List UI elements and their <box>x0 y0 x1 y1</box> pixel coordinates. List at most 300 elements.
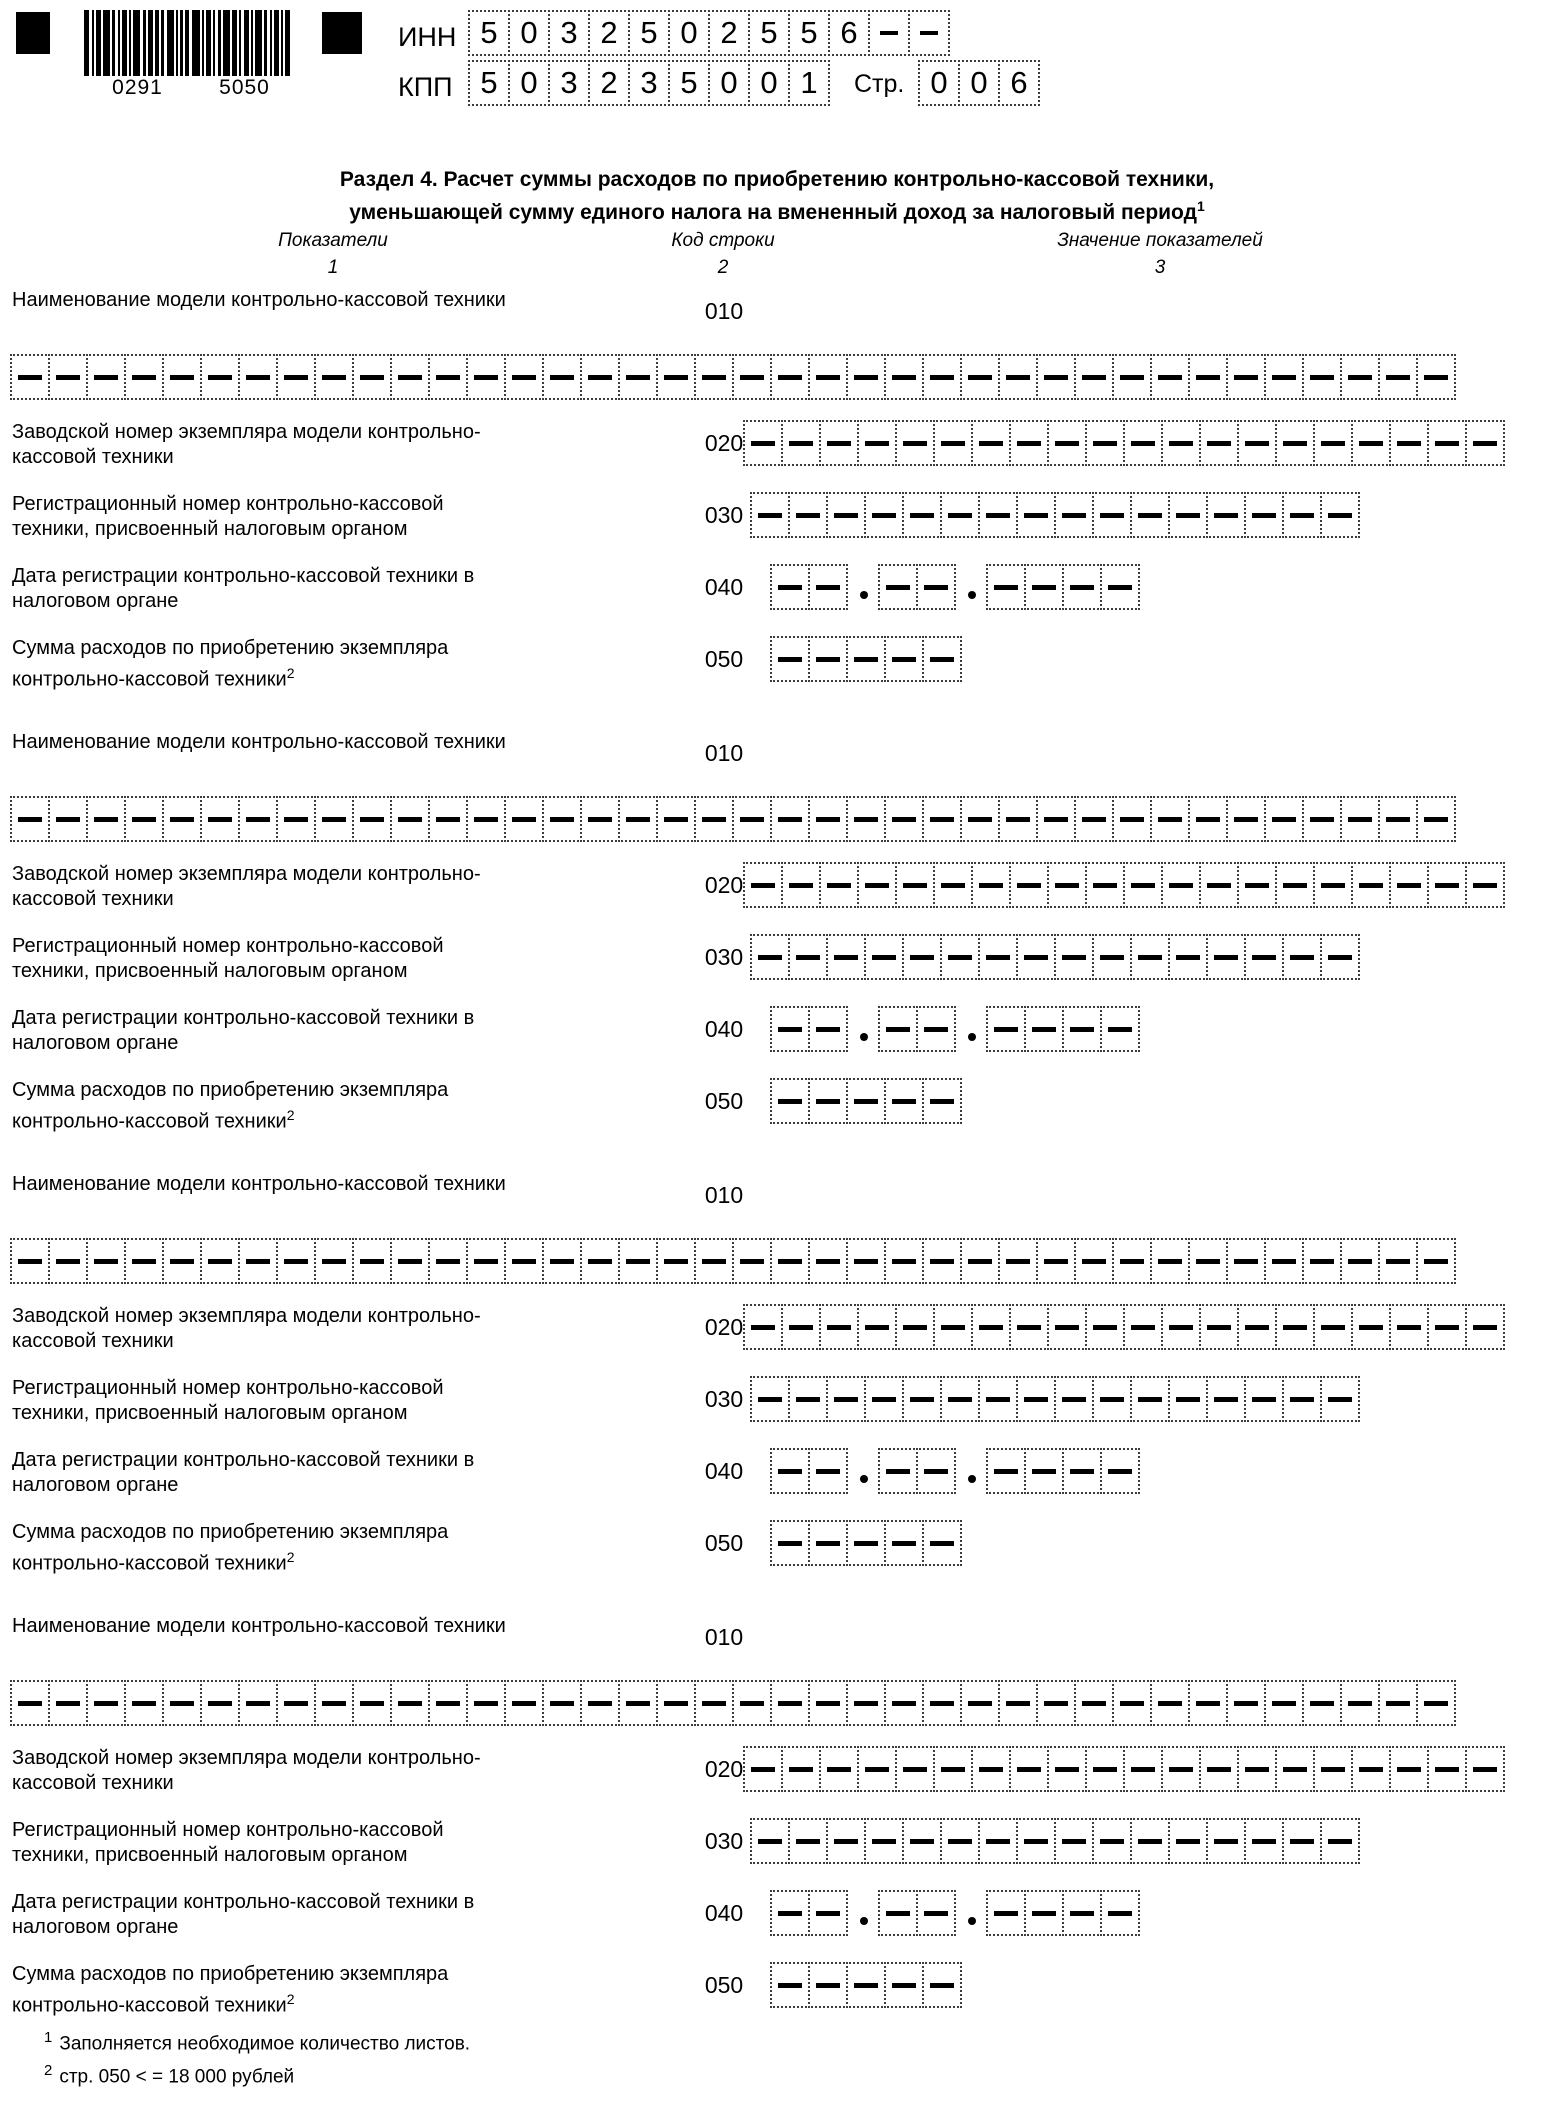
input-cell[interactable] <box>428 1680 468 1726</box>
input-cell[interactable] <box>1062 1890 1102 1936</box>
field-030[interactable] <box>752 492 1360 538</box>
input-cell[interactable] <box>1112 1680 1152 1726</box>
char-cell[interactable]: 5 <box>628 10 670 56</box>
input-cell[interactable] <box>922 1962 962 2008</box>
char-cell[interactable]: 5 <box>748 10 790 56</box>
input-cell[interactable] <box>428 354 468 400</box>
input-cell[interactable] <box>781 862 821 908</box>
input-cell[interactable] <box>504 1238 544 1284</box>
input-cell[interactable] <box>1074 1680 1114 1726</box>
input-cell[interactable] <box>808 564 848 610</box>
input-cell[interactable] <box>124 1238 164 1284</box>
char-cell[interactable] <box>868 10 910 56</box>
input-cell[interactable] <box>1161 1746 1201 1792</box>
input-cell[interactable] <box>466 1680 506 1726</box>
input-cell[interactable] <box>1320 934 1360 980</box>
input-cell[interactable] <box>1320 492 1360 538</box>
input-cell[interactable] <box>542 1238 582 1284</box>
input-cell[interactable] <box>808 1890 848 1936</box>
input-cell[interactable] <box>770 354 810 400</box>
input-cell[interactable] <box>1150 1680 1190 1726</box>
input-cell[interactable] <box>878 1448 918 1494</box>
input-cell[interactable] <box>1100 564 1140 610</box>
input-cell[interactable] <box>808 1962 848 2008</box>
input-cell[interactable] <box>1024 564 1064 610</box>
input-cell[interactable] <box>694 354 734 400</box>
char-cell[interactable]: 0 <box>748 60 790 106</box>
input-cell[interactable] <box>1427 1746 1467 1792</box>
input-cell[interactable] <box>1313 1746 1353 1792</box>
input-cell[interactable] <box>1389 420 1429 466</box>
input-cell[interactable] <box>998 796 1038 842</box>
char-cell[interactable]: 0 <box>918 60 960 106</box>
input-cell[interactable] <box>978 492 1018 538</box>
input-cell[interactable] <box>864 1818 904 1864</box>
input-cell[interactable] <box>1282 492 1322 538</box>
input-cell[interactable] <box>466 796 506 842</box>
input-cell[interactable] <box>1226 354 1266 400</box>
input-cell[interactable] <box>1320 1818 1360 1864</box>
field-030[interactable] <box>752 934 1360 980</box>
input-cell[interactable] <box>162 1238 202 1284</box>
input-cell[interactable] <box>819 1304 859 1350</box>
input-cell[interactable] <box>428 1238 468 1284</box>
input-cell[interactable] <box>770 636 810 682</box>
char-cell[interactable]: 2 <box>708 10 750 56</box>
input-cell[interactable] <box>238 354 278 400</box>
input-cell[interactable] <box>1340 1238 1380 1284</box>
input-cell[interactable] <box>276 354 316 400</box>
input-cell[interactable] <box>1378 796 1418 842</box>
input-cell[interactable] <box>124 1680 164 1726</box>
input-cell[interactable] <box>770 1006 810 1052</box>
field-020[interactable] <box>745 420 1505 466</box>
input-cell[interactable] <box>846 1078 886 1124</box>
input-cell[interactable] <box>1054 1818 1094 1864</box>
char-cell[interactable]: 6 <box>998 60 1040 106</box>
input-cell[interactable] <box>1188 1238 1228 1284</box>
input-cell[interactable] <box>998 1238 1038 1284</box>
input-cell[interactable] <box>1009 1746 1049 1792</box>
char-cell[interactable]: 5 <box>468 10 510 56</box>
input-cell[interactable] <box>238 1238 278 1284</box>
input-cell[interactable] <box>1416 354 1456 400</box>
input-cell[interactable] <box>1130 492 1170 538</box>
input-cell[interactable] <box>1275 1746 1315 1792</box>
input-cell[interactable] <box>1237 420 1277 466</box>
input-cell[interactable] <box>895 1746 935 1792</box>
input-cell[interactable] <box>884 1680 924 1726</box>
input-cell[interactable] <box>808 796 848 842</box>
input-cell[interactable] <box>826 934 866 980</box>
input-cell[interactable] <box>1416 1680 1456 1726</box>
input-cell[interactable] <box>1123 862 1163 908</box>
input-cell[interactable] <box>978 1376 1018 1422</box>
input-cell[interactable] <box>580 354 620 400</box>
input-cell[interactable] <box>808 636 848 682</box>
char-cell[interactable]: 0 <box>508 60 550 106</box>
char-cell[interactable]: 3 <box>548 10 590 56</box>
input-cell[interactable] <box>788 1818 828 1864</box>
input-cell[interactable] <box>940 1376 980 1422</box>
input-cell[interactable] <box>86 1680 126 1726</box>
input-cell[interactable] <box>1036 354 1076 400</box>
input-cell[interactable] <box>1199 1746 1239 1792</box>
input-cell[interactable] <box>788 492 828 538</box>
input-cell[interactable] <box>1351 1304 1391 1350</box>
input-cell[interactable] <box>314 1680 354 1726</box>
input-cell[interactable] <box>1047 1304 1087 1350</box>
input-cell[interactable] <box>884 1520 924 1566</box>
input-cell[interactable] <box>864 1376 904 1422</box>
input-cell[interactable] <box>1313 420 1353 466</box>
input-cell[interactable] <box>743 420 783 466</box>
input-cell[interactable] <box>1244 1818 1284 1864</box>
input-cell[interactable] <box>10 796 50 842</box>
input-cell[interactable] <box>1062 1006 1102 1052</box>
input-cell[interactable] <box>1226 1680 1266 1726</box>
input-cell[interactable] <box>770 1680 810 1726</box>
input-cell[interactable] <box>694 1238 734 1284</box>
input-cell[interactable] <box>1351 420 1391 466</box>
input-cell[interactable] <box>960 354 1000 400</box>
input-cell[interactable] <box>960 796 1000 842</box>
field-010[interactable] <box>12 796 1456 842</box>
input-cell[interactable] <box>1244 492 1284 538</box>
input-cell[interactable] <box>1161 862 1201 908</box>
input-cell[interactable] <box>200 354 240 400</box>
input-cell[interactable] <box>884 1238 924 1284</box>
input-cell[interactable] <box>1226 796 1266 842</box>
field-050[interactable] <box>772 1078 962 1124</box>
input-cell[interactable] <box>922 1238 962 1284</box>
input-cell[interactable] <box>781 1304 821 1350</box>
input-cell[interactable] <box>1074 1238 1114 1284</box>
input-cell[interactable] <box>1036 1680 1076 1726</box>
input-cell[interactable] <box>1320 1376 1360 1422</box>
input-cell[interactable] <box>1047 862 1087 908</box>
input-cell[interactable] <box>618 796 658 842</box>
input-cell[interactable] <box>1282 1818 1322 1864</box>
input-cell[interactable] <box>971 862 1011 908</box>
input-cell[interactable] <box>770 564 810 610</box>
char-cell[interactable] <box>908 10 950 56</box>
input-cell[interactable] <box>864 492 904 538</box>
input-cell[interactable] <box>48 1238 88 1284</box>
input-cell[interactable] <box>1378 1680 1418 1726</box>
input-cell[interactable] <box>1161 1304 1201 1350</box>
input-cell[interactable] <box>922 354 962 400</box>
field-050[interactable] <box>772 1962 962 2008</box>
input-cell[interactable] <box>1100 1448 1140 1494</box>
input-cell[interactable] <box>1112 354 1152 400</box>
input-cell[interactable] <box>1016 934 1056 980</box>
input-cell[interactable] <box>656 354 696 400</box>
input-cell[interactable] <box>200 1680 240 1726</box>
input-cell[interactable] <box>750 1818 790 1864</box>
input-cell[interactable] <box>960 1680 1000 1726</box>
input-cell[interactable] <box>1427 1304 1467 1350</box>
input-cell[interactable] <box>1275 862 1315 908</box>
input-cell[interactable] <box>504 354 544 400</box>
inn-field[interactable] <box>470 10 950 56</box>
input-cell[interactable] <box>1016 1818 1056 1864</box>
input-cell[interactable] <box>1389 1746 1429 1792</box>
input-cell[interactable] <box>1047 1746 1087 1792</box>
input-cell[interactable] <box>428 796 468 842</box>
input-cell[interactable] <box>808 354 848 400</box>
input-cell[interactable] <box>902 1376 942 1422</box>
input-cell[interactable] <box>1054 492 1094 538</box>
input-cell[interactable] <box>1465 1746 1505 1792</box>
input-cell[interactable] <box>1092 1376 1132 1422</box>
input-cell[interactable] <box>884 1078 924 1124</box>
input-cell[interactable] <box>1282 934 1322 980</box>
input-cell[interactable] <box>656 1238 696 1284</box>
input-cell[interactable] <box>1465 420 1505 466</box>
input-cell[interactable] <box>1024 1006 1064 1052</box>
input-cell[interactable] <box>808 1520 848 1566</box>
field-040[interactable] <box>772 1890 1140 1936</box>
input-cell[interactable] <box>895 1304 935 1350</box>
input-cell[interactable] <box>1112 1238 1152 1284</box>
input-cell[interactable] <box>1085 862 1125 908</box>
input-cell[interactable] <box>1062 1448 1102 1494</box>
input-cell[interactable] <box>1465 1304 1505 1350</box>
input-cell[interactable] <box>1054 934 1094 980</box>
input-cell[interactable] <box>1302 1680 1342 1726</box>
input-cell[interactable] <box>916 1448 956 1494</box>
input-cell[interactable] <box>1206 492 1246 538</box>
input-cell[interactable] <box>1168 1818 1208 1864</box>
input-cell[interactable] <box>162 354 202 400</box>
input-cell[interactable] <box>238 796 278 842</box>
char-cell[interactable]: 0 <box>958 60 1000 106</box>
input-cell[interactable] <box>1123 1746 1163 1792</box>
input-cell[interactable] <box>986 1890 1026 1936</box>
input-cell[interactable] <box>750 492 790 538</box>
input-cell[interactable] <box>895 862 935 908</box>
input-cell[interactable] <box>1016 1376 1056 1422</box>
input-cell[interactable] <box>826 1818 866 1864</box>
input-cell[interactable] <box>694 796 734 842</box>
input-cell[interactable] <box>314 796 354 842</box>
input-cell[interactable] <box>1168 492 1208 538</box>
input-cell[interactable] <box>940 1818 980 1864</box>
input-cell[interactable] <box>781 420 821 466</box>
input-cell[interactable] <box>1130 1818 1170 1864</box>
input-cell[interactable] <box>1237 1746 1277 1792</box>
input-cell[interactable] <box>1282 1376 1322 1422</box>
field-030[interactable] <box>752 1376 1360 1422</box>
input-cell[interactable] <box>466 1238 506 1284</box>
page-number-field[interactable] <box>920 60 1040 106</box>
input-cell[interactable] <box>857 420 897 466</box>
input-cell[interactable] <box>618 1238 658 1284</box>
input-cell[interactable] <box>933 1304 973 1350</box>
input-cell[interactable] <box>162 1680 202 1726</box>
input-cell[interactable] <box>857 1746 897 1792</box>
input-cell[interactable] <box>916 1006 956 1052</box>
input-cell[interactable] <box>902 1818 942 1864</box>
input-cell[interactable] <box>124 354 164 400</box>
input-cell[interactable] <box>788 1376 828 1422</box>
char-cell[interactable]: 6 <box>828 10 870 56</box>
input-cell[interactable] <box>1313 862 1353 908</box>
input-cell[interactable] <box>1100 1890 1140 1936</box>
input-cell[interactable] <box>826 1376 866 1422</box>
input-cell[interactable] <box>819 420 859 466</box>
input-cell[interactable] <box>1244 1376 1284 1422</box>
char-cell[interactable]: 2 <box>588 60 630 106</box>
input-cell[interactable] <box>1016 492 1056 538</box>
field-020[interactable] <box>745 1304 1505 1350</box>
input-cell[interactable] <box>922 1680 962 1726</box>
input-cell[interactable] <box>1244 934 1284 980</box>
input-cell[interactable] <box>1351 1746 1391 1792</box>
input-cell[interactable] <box>770 796 810 842</box>
input-cell[interactable] <box>884 1962 924 2008</box>
input-cell[interactable] <box>1074 796 1114 842</box>
input-cell[interactable] <box>1302 796 1342 842</box>
input-cell[interactable] <box>1264 354 1304 400</box>
input-cell[interactable] <box>770 1520 810 1566</box>
input-cell[interactable] <box>1389 1304 1429 1350</box>
input-cell[interactable] <box>314 354 354 400</box>
input-cell[interactable] <box>1427 862 1467 908</box>
input-cell[interactable] <box>846 1680 886 1726</box>
input-cell[interactable] <box>1054 1376 1094 1422</box>
input-cell[interactable] <box>743 1746 783 1792</box>
input-cell[interactable] <box>978 1818 1018 1864</box>
input-cell[interactable] <box>200 1238 240 1284</box>
input-cell[interactable] <box>1112 796 1152 842</box>
input-cell[interactable] <box>1378 1238 1418 1284</box>
char-cell[interactable]: 3 <box>548 60 590 106</box>
input-cell[interactable] <box>1427 420 1467 466</box>
kpp-field[interactable] <box>470 60 830 106</box>
char-cell[interactable]: 1 <box>788 60 830 106</box>
input-cell[interactable] <box>1024 1890 1064 1936</box>
input-cell[interactable] <box>352 1238 392 1284</box>
input-cell[interactable] <box>732 1680 772 1726</box>
input-cell[interactable] <box>1047 420 1087 466</box>
input-cell[interactable] <box>922 1520 962 1566</box>
input-cell[interactable] <box>390 1680 430 1726</box>
input-cell[interactable] <box>618 354 658 400</box>
input-cell[interactable] <box>580 1238 620 1284</box>
input-cell[interactable] <box>846 636 886 682</box>
input-cell[interactable] <box>940 934 980 980</box>
input-cell[interactable] <box>86 354 126 400</box>
input-cell[interactable] <box>276 796 316 842</box>
input-cell[interactable] <box>864 934 904 980</box>
input-cell[interactable] <box>1036 1238 1076 1284</box>
input-cell[interactable] <box>314 1238 354 1284</box>
input-cell[interactable] <box>1085 1304 1125 1350</box>
input-cell[interactable] <box>10 354 50 400</box>
input-cell[interactable] <box>1150 1238 1190 1284</box>
input-cell[interactable] <box>1351 862 1391 908</box>
input-cell[interactable] <box>1150 354 1190 400</box>
input-cell[interactable] <box>1150 796 1190 842</box>
field-020[interactable] <box>745 862 1505 908</box>
input-cell[interactable] <box>986 564 1026 610</box>
field-010[interactable] <box>12 354 1456 400</box>
input-cell[interactable] <box>352 1680 392 1726</box>
input-cell[interactable] <box>846 1238 886 1284</box>
input-cell[interactable] <box>10 1680 50 1726</box>
input-cell[interactable] <box>998 354 1038 400</box>
input-cell[interactable] <box>1313 1304 1353 1350</box>
input-cell[interactable] <box>884 796 924 842</box>
input-cell[interactable] <box>971 1746 1011 1792</box>
input-cell[interactable] <box>352 354 392 400</box>
input-cell[interactable] <box>770 1890 810 1936</box>
input-cell[interactable] <box>48 354 88 400</box>
input-cell[interactable] <box>276 1238 316 1284</box>
input-cell[interactable] <box>743 862 783 908</box>
input-cell[interactable] <box>618 1680 658 1726</box>
input-cell[interactable] <box>48 796 88 842</box>
input-cell[interactable] <box>846 1962 886 2008</box>
char-cell[interactable]: 3 <box>628 60 670 106</box>
input-cell[interactable] <box>1378 354 1418 400</box>
input-cell[interactable] <box>1161 420 1201 466</box>
char-cell[interactable]: 2 <box>588 10 630 56</box>
input-cell[interactable] <box>1024 1448 1064 1494</box>
input-cell[interactable] <box>971 420 1011 466</box>
input-cell[interactable] <box>1199 420 1239 466</box>
input-cell[interactable] <box>788 934 828 980</box>
field-050[interactable] <box>772 636 962 682</box>
input-cell[interactable] <box>542 1680 582 1726</box>
input-cell[interactable] <box>826 492 866 538</box>
input-cell[interactable] <box>86 1238 126 1284</box>
input-cell[interactable] <box>922 796 962 842</box>
input-cell[interactable] <box>884 354 924 400</box>
input-cell[interactable] <box>1085 420 1125 466</box>
input-cell[interactable] <box>986 1006 1026 1052</box>
input-cell[interactable] <box>916 564 956 610</box>
input-cell[interactable] <box>732 796 772 842</box>
input-cell[interactable] <box>390 796 430 842</box>
input-cell[interactable] <box>580 1680 620 1726</box>
input-cell[interactable] <box>694 1680 734 1726</box>
input-cell[interactable] <box>390 1238 430 1284</box>
char-cell[interactable]: 0 <box>508 10 550 56</box>
input-cell[interactable] <box>1188 796 1228 842</box>
input-cell[interactable] <box>1100 1006 1140 1052</box>
input-cell[interactable] <box>732 354 772 400</box>
input-cell[interactable] <box>162 796 202 842</box>
input-cell[interactable] <box>124 796 164 842</box>
input-cell[interactable] <box>1302 354 1342 400</box>
input-cell[interactable] <box>960 1238 1000 1284</box>
input-cell[interactable] <box>1302 1238 1342 1284</box>
input-cell[interactable] <box>895 420 935 466</box>
input-cell[interactable] <box>808 1448 848 1494</box>
input-cell[interactable] <box>200 796 240 842</box>
input-cell[interactable] <box>878 564 918 610</box>
input-cell[interactable] <box>1036 796 1076 842</box>
input-cell[interactable] <box>86 796 126 842</box>
input-cell[interactable] <box>902 492 942 538</box>
input-cell[interactable] <box>971 1304 1011 1350</box>
input-cell[interactable] <box>732 1238 772 1284</box>
input-cell[interactable] <box>466 354 506 400</box>
input-cell[interactable] <box>1340 796 1380 842</box>
